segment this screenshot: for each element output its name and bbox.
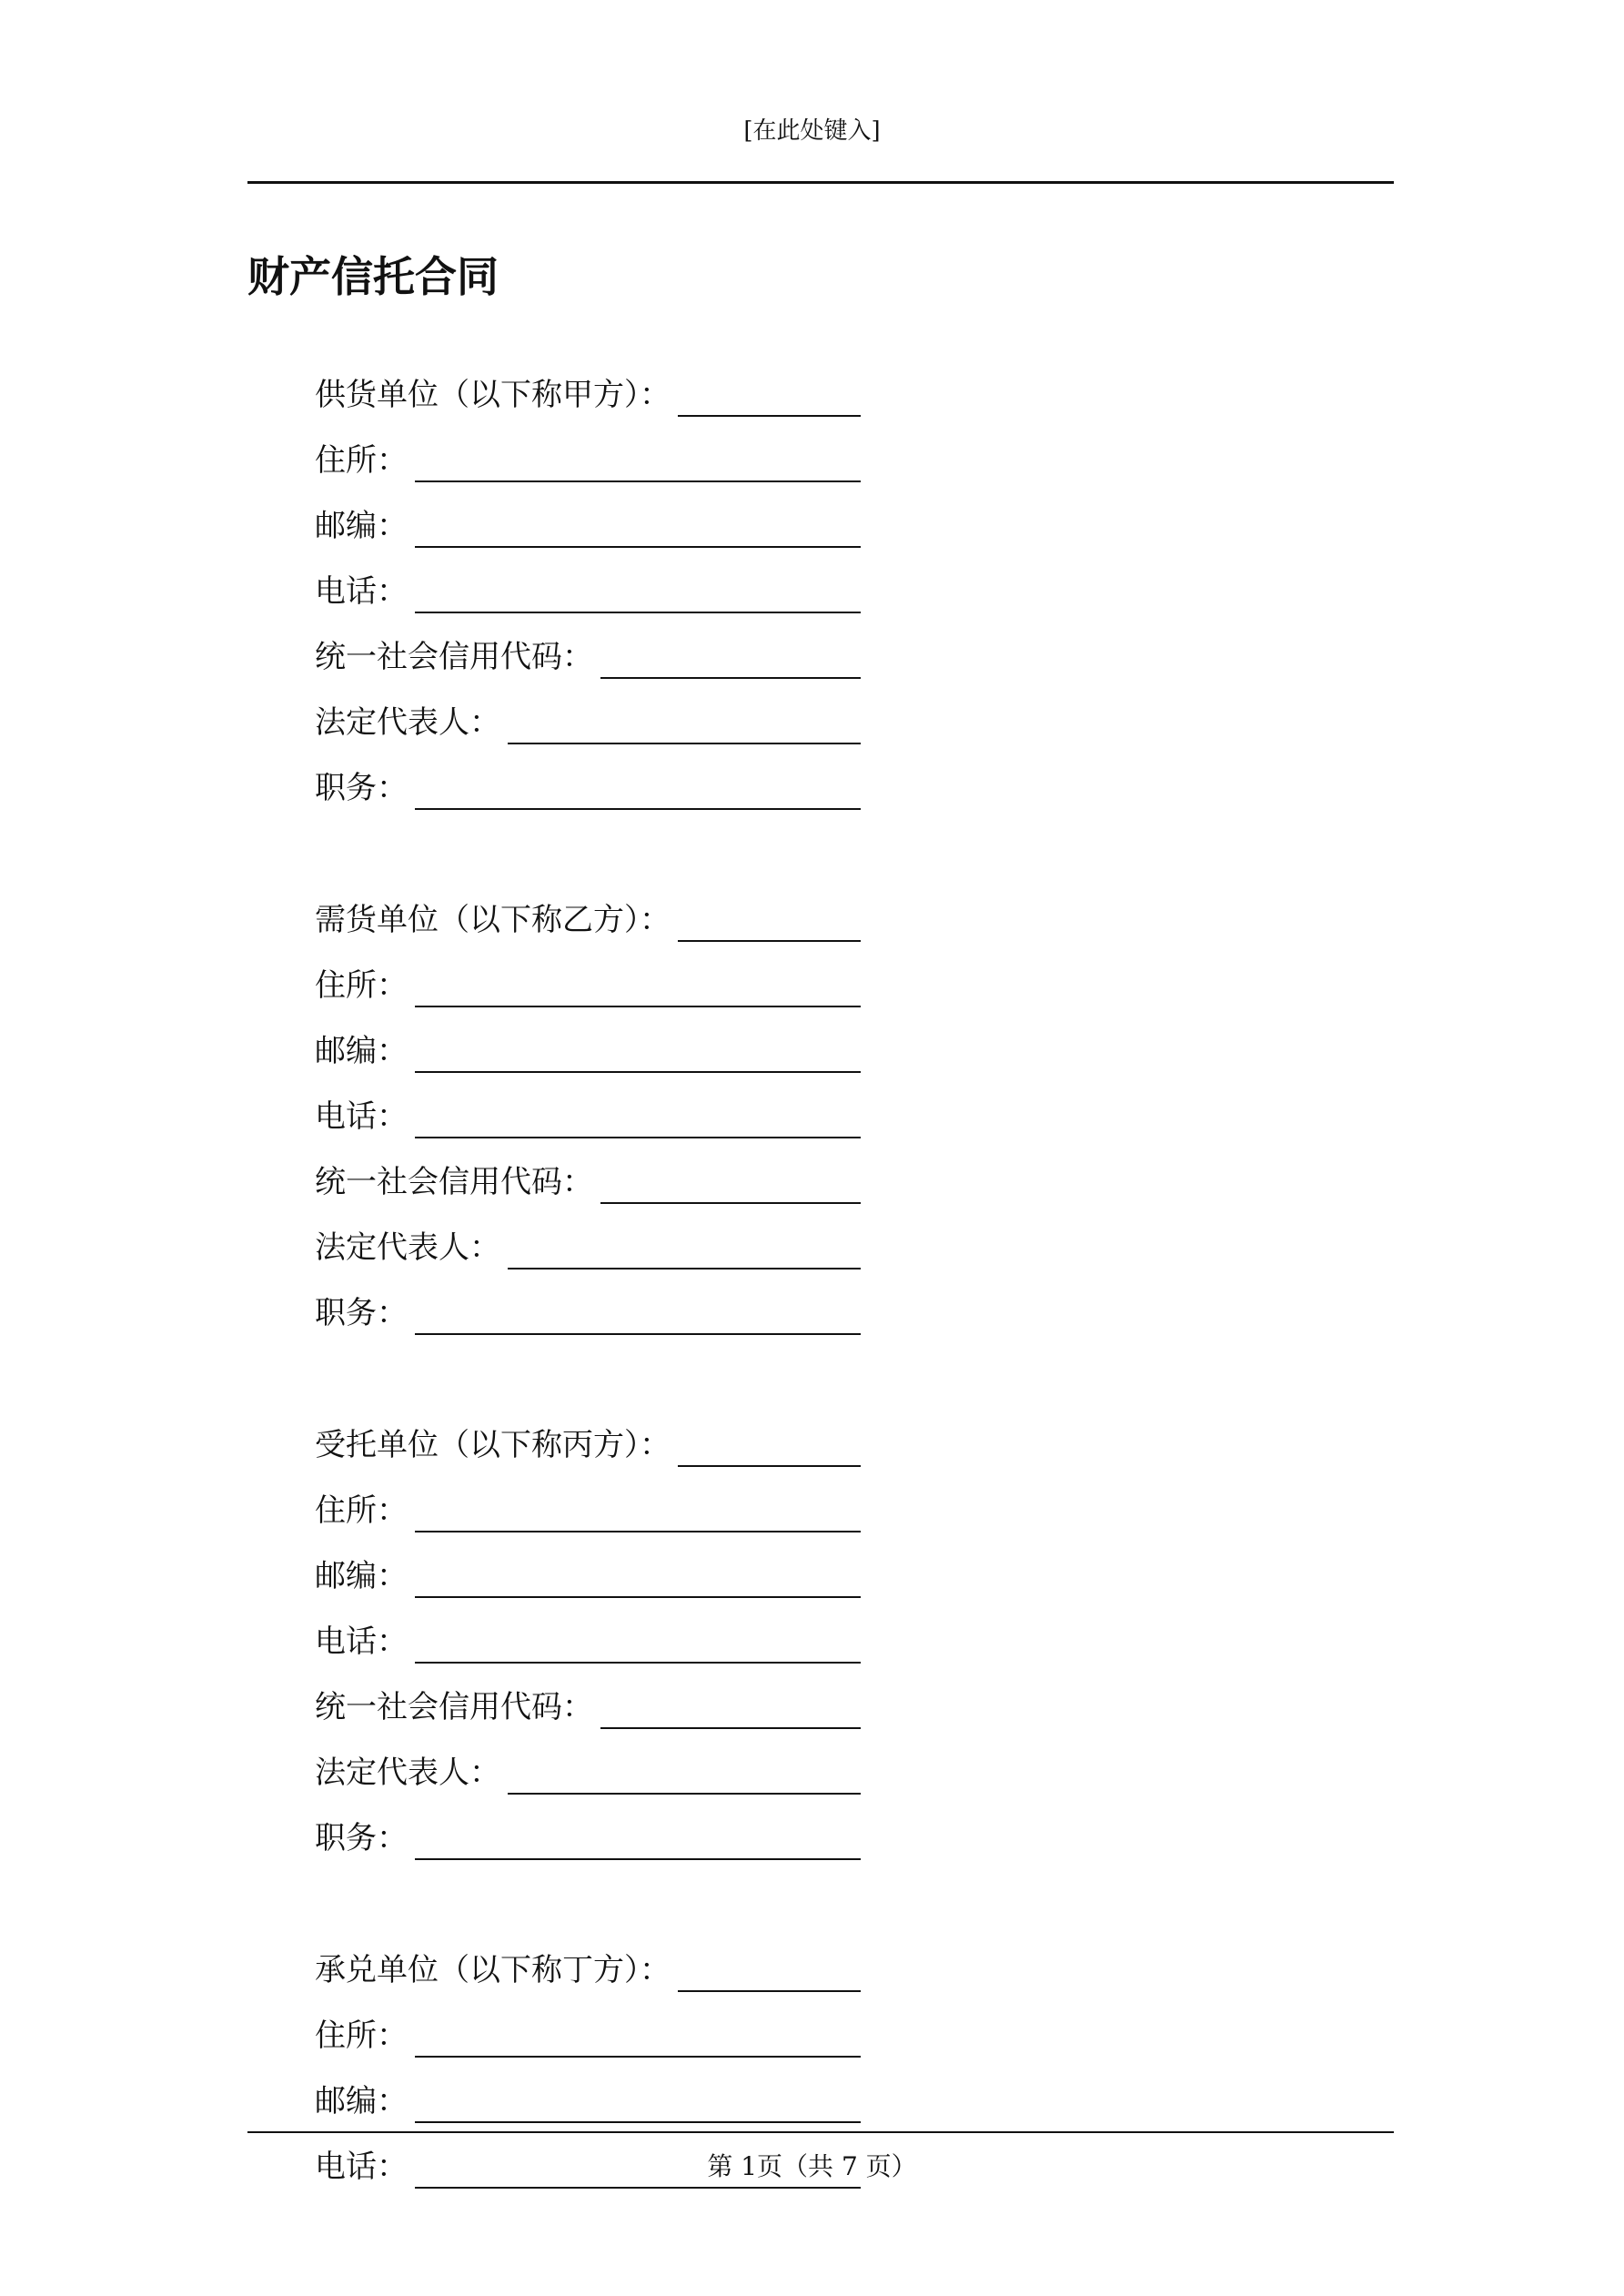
header-divider [247, 181, 1394, 184]
field-label: 统一社会信用代码： [315, 639, 593, 675]
field-label: 邮编： [315, 1033, 408, 1069]
fill-in-blank[interactable] [678, 1465, 861, 1467]
field-label: 住所： [315, 967, 408, 1004]
form-field [315, 1148, 861, 1213]
fill-in-blank[interactable] [415, 1006, 861, 1007]
form-field [315, 2067, 861, 2132]
fill-in-blank[interactable] [415, 808, 861, 810]
party-info-section [315, 360, 861, 2264]
field-label: 电话： [315, 573, 408, 610]
field-label: 住所： [315, 442, 408, 479]
form-field [315, 622, 861, 688]
form-field [315, 1476, 861, 1542]
form-field [315, 1213, 861, 1279]
form-field [315, 1279, 861, 1344]
fill-in-blank[interactable] [678, 1990, 861, 1992]
field-label: 统一社会信用代码： [315, 1689, 593, 1725]
field-label: 电话： [315, 1623, 408, 1660]
field-label: 住所： [315, 2018, 408, 2054]
fill-in-blank[interactable] [415, 2187, 861, 2189]
fill-in-blank[interactable] [415, 1662, 861, 1664]
fill-in-blank[interactable] [678, 940, 861, 942]
page-header: [在此处键入] [743, 117, 881, 145]
fill-in-blank[interactable] [415, 480, 861, 482]
form-field [315, 951, 861, 1017]
fill-in-blank[interactable] [415, 1137, 861, 1138]
form-field [315, 1082, 861, 1148]
party-block-a [315, 360, 861, 819]
fill-in-blank[interactable] [415, 546, 861, 548]
page-footer: 第 1页（共 7 页） [707, 2151, 917, 2181]
field-label: 承兑单位（以下称丁方）： [315, 1952, 671, 1988]
form-field [315, 1607, 861, 1673]
fill-in-blank[interactable] [415, 1531, 861, 1532]
form-field [315, 360, 861, 426]
field-label: 法定代表人： [315, 1229, 500, 1266]
field-label: 供货单位（以下称甲方）： [315, 377, 671, 413]
field-label: 法定代表人： [315, 1755, 500, 1791]
form-field [315, 1936, 861, 2001]
party-block-b [315, 885, 861, 1344]
fill-in-blank[interactable] [415, 1071, 861, 1073]
fill-in-blank[interactable] [415, 2056, 861, 2058]
form-field [315, 1017, 861, 1082]
fill-in-blank[interactable] [600, 1202, 861, 1204]
field-label: 邮编： [315, 1558, 408, 1594]
form-field [315, 1673, 861, 1738]
field-label: 职务： [315, 1820, 408, 1856]
fill-in-blank[interactable] [415, 2121, 861, 2123]
field-label: 电话： [315, 2149, 408, 2185]
form-field [315, 426, 861, 491]
fill-in-blank[interactable] [678, 415, 861, 417]
footer-divider [247, 2131, 1394, 2133]
field-label: 住所： [315, 1492, 408, 1529]
form-field [315, 1804, 861, 1869]
form-field [315, 1411, 861, 1476]
form-field [315, 885, 861, 951]
field-label: 电话： [315, 1098, 408, 1135]
form-field [315, 688, 861, 754]
fill-in-blank[interactable] [415, 1596, 861, 1598]
form-field [315, 557, 861, 622]
field-label: 需货单位（以下称乙方）： [315, 902, 671, 938]
fill-in-blank[interactable] [415, 1333, 861, 1335]
fill-in-blank[interactable] [600, 677, 861, 679]
field-label: 邮编： [315, 508, 408, 544]
field-label: 受托单位（以下称丙方）： [315, 1427, 671, 1463]
fill-in-blank[interactable] [600, 1727, 861, 1729]
field-label: 职务： [315, 1295, 408, 1331]
field-label: 法定代表人： [315, 704, 500, 741]
field-label: 统一社会信用代码： [315, 1164, 593, 1200]
document-title: 财产信托合同 [247, 252, 499, 301]
party-block-c [315, 1411, 861, 1869]
form-field [315, 491, 861, 557]
form-field [315, 2001, 861, 2067]
fill-in-blank[interactable] [508, 743, 861, 744]
form-field [315, 1738, 861, 1804]
form-field [315, 1542, 861, 1607]
fill-in-blank[interactable] [508, 1793, 861, 1795]
field-label: 职务： [315, 770, 408, 806]
form-field [315, 754, 861, 819]
field-label: 邮编： [315, 2083, 408, 2119]
fill-in-blank[interactable] [508, 1268, 861, 1269]
fill-in-blank[interactable] [415, 1858, 861, 1860]
fill-in-blank[interactable] [415, 612, 861, 613]
